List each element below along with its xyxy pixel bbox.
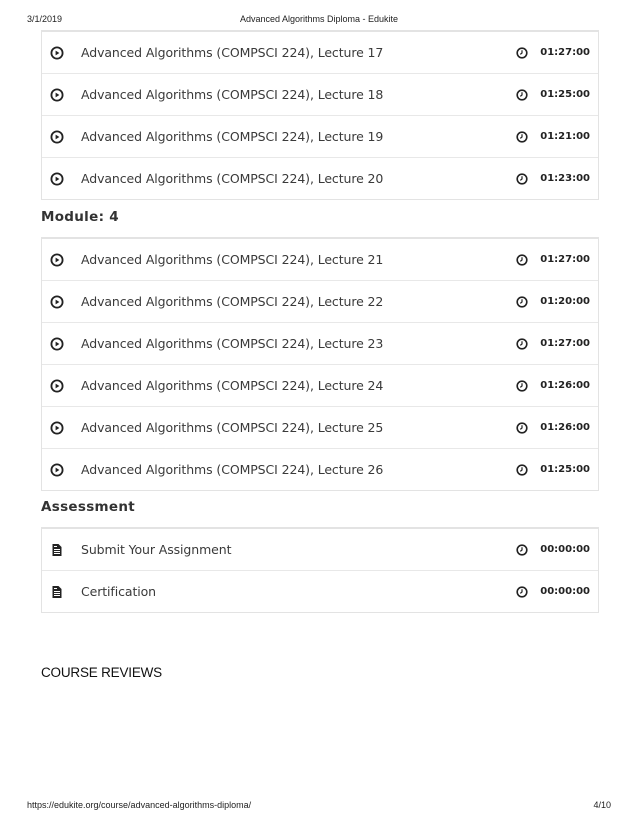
module-4-heading: Module: 4	[41, 209, 119, 225]
play-circle-icon	[50, 46, 64, 60]
lecture-row[interactable]	[42, 115, 598, 157]
assessment-title[interactable]: Certification	[81, 584, 156, 599]
clock-icon	[516, 422, 528, 434]
lecture-duration: 01:21:00	[540, 131, 590, 142]
lecture-duration: 01:25:00	[540, 464, 590, 475]
clock-icon	[516, 173, 528, 185]
lecture-duration: 01:25:00	[540, 89, 590, 100]
clock-icon	[516, 296, 528, 308]
lecture-row[interactable]	[42, 280, 598, 322]
play-circle-icon	[50, 130, 64, 144]
play-circle-icon	[50, 421, 64, 435]
play-circle-icon	[50, 295, 64, 309]
clock-icon	[516, 464, 528, 476]
lecture-duration: 01:27:00	[540, 338, 590, 349]
lecture-title[interactable]: Advanced Algorithms (COMPSCI 224), Lecture 18	[81, 87, 384, 102]
play-circle-icon	[50, 463, 64, 477]
assessment-duration: 00:00:00	[540, 586, 590, 597]
lecture-title[interactable]: Advanced Algorithms (COMPSCI 224), Lecture 23	[81, 336, 384, 351]
lecture-duration: 01:23:00	[540, 173, 590, 184]
clock-icon	[516, 47, 528, 59]
play-circle-icon	[50, 88, 64, 102]
document-icon	[50, 543, 64, 557]
print-url: https://edukite.org/course/advanced-algorithms-diploma/	[27, 800, 252, 810]
module-4-lecture-list	[41, 237, 599, 491]
assessment-row[interactable]	[42, 529, 598, 570]
clock-icon	[516, 89, 528, 101]
lecture-title[interactable]: Advanced Algorithms (COMPSCI 224), Lecture 25	[81, 420, 384, 435]
lecture-row[interactable]	[42, 32, 598, 73]
lecture-title[interactable]: Advanced Algorithms (COMPSCI 224), Lecture 26	[81, 462, 384, 477]
lecture-duration: 01:27:00	[540, 47, 590, 58]
lecture-row[interactable]	[42, 157, 598, 199]
lecture-title[interactable]: Advanced Algorithms (COMPSCI 224), Lecture 20	[81, 171, 384, 186]
document-icon	[50, 585, 64, 599]
print-date: 3/1/2019	[27, 14, 63, 24]
lecture-duration: 01:26:00	[540, 380, 590, 391]
play-circle-icon	[50, 379, 64, 393]
lecture-row[interactable]	[42, 73, 598, 115]
lecture-duration: 01:20:00	[540, 296, 590, 307]
lecture-title[interactable]: Advanced Algorithms (COMPSCI 224), Lecture 24	[81, 378, 384, 393]
clock-icon	[516, 254, 528, 266]
lecture-row[interactable]	[42, 448, 598, 490]
lecture-duration: 01:26:00	[540, 422, 590, 433]
print-page-title: Advanced Algorithms Diploma - Edukite	[239, 14, 399, 24]
play-circle-icon	[50, 253, 64, 267]
lecture-row[interactable]	[42, 239, 598, 280]
assessment-duration: 00:00:00	[540, 544, 590, 555]
play-circle-icon	[50, 172, 64, 186]
course-reviews-heading: COURSE REVIEWS	[41, 665, 162, 680]
print-page-number: 4/10	[593, 800, 611, 810]
lecture-row[interactable]	[42, 406, 598, 448]
lecture-title[interactable]: Advanced Algorithms (COMPSCI 224), Lecture 21	[81, 252, 384, 267]
assessment-title[interactable]: Submit Your Assignment	[81, 542, 232, 557]
assessment-list	[41, 527, 599, 613]
play-circle-icon	[50, 337, 64, 351]
clock-icon	[516, 338, 528, 350]
lecture-title[interactable]: Advanced Algorithms (COMPSCI 224), Lecture 22	[81, 294, 384, 309]
clock-icon	[516, 380, 528, 392]
lecture-row[interactable]	[42, 364, 598, 406]
lecture-row[interactable]	[42, 322, 598, 364]
lecture-title[interactable]: Advanced Algorithms (COMPSCI 224), Lecture 17	[81, 45, 384, 60]
assessment-row[interactable]	[42, 570, 598, 612]
lecture-title[interactable]: Advanced Algorithms (COMPSCI 224), Lecture 19	[81, 129, 384, 144]
module-3-lecture-list	[41, 30, 599, 200]
clock-icon	[516, 586, 528, 598]
clock-icon	[516, 131, 528, 143]
lecture-duration: 01:27:00	[540, 254, 590, 265]
assessment-heading: Assessment	[41, 499, 136, 515]
clock-icon	[516, 544, 528, 556]
